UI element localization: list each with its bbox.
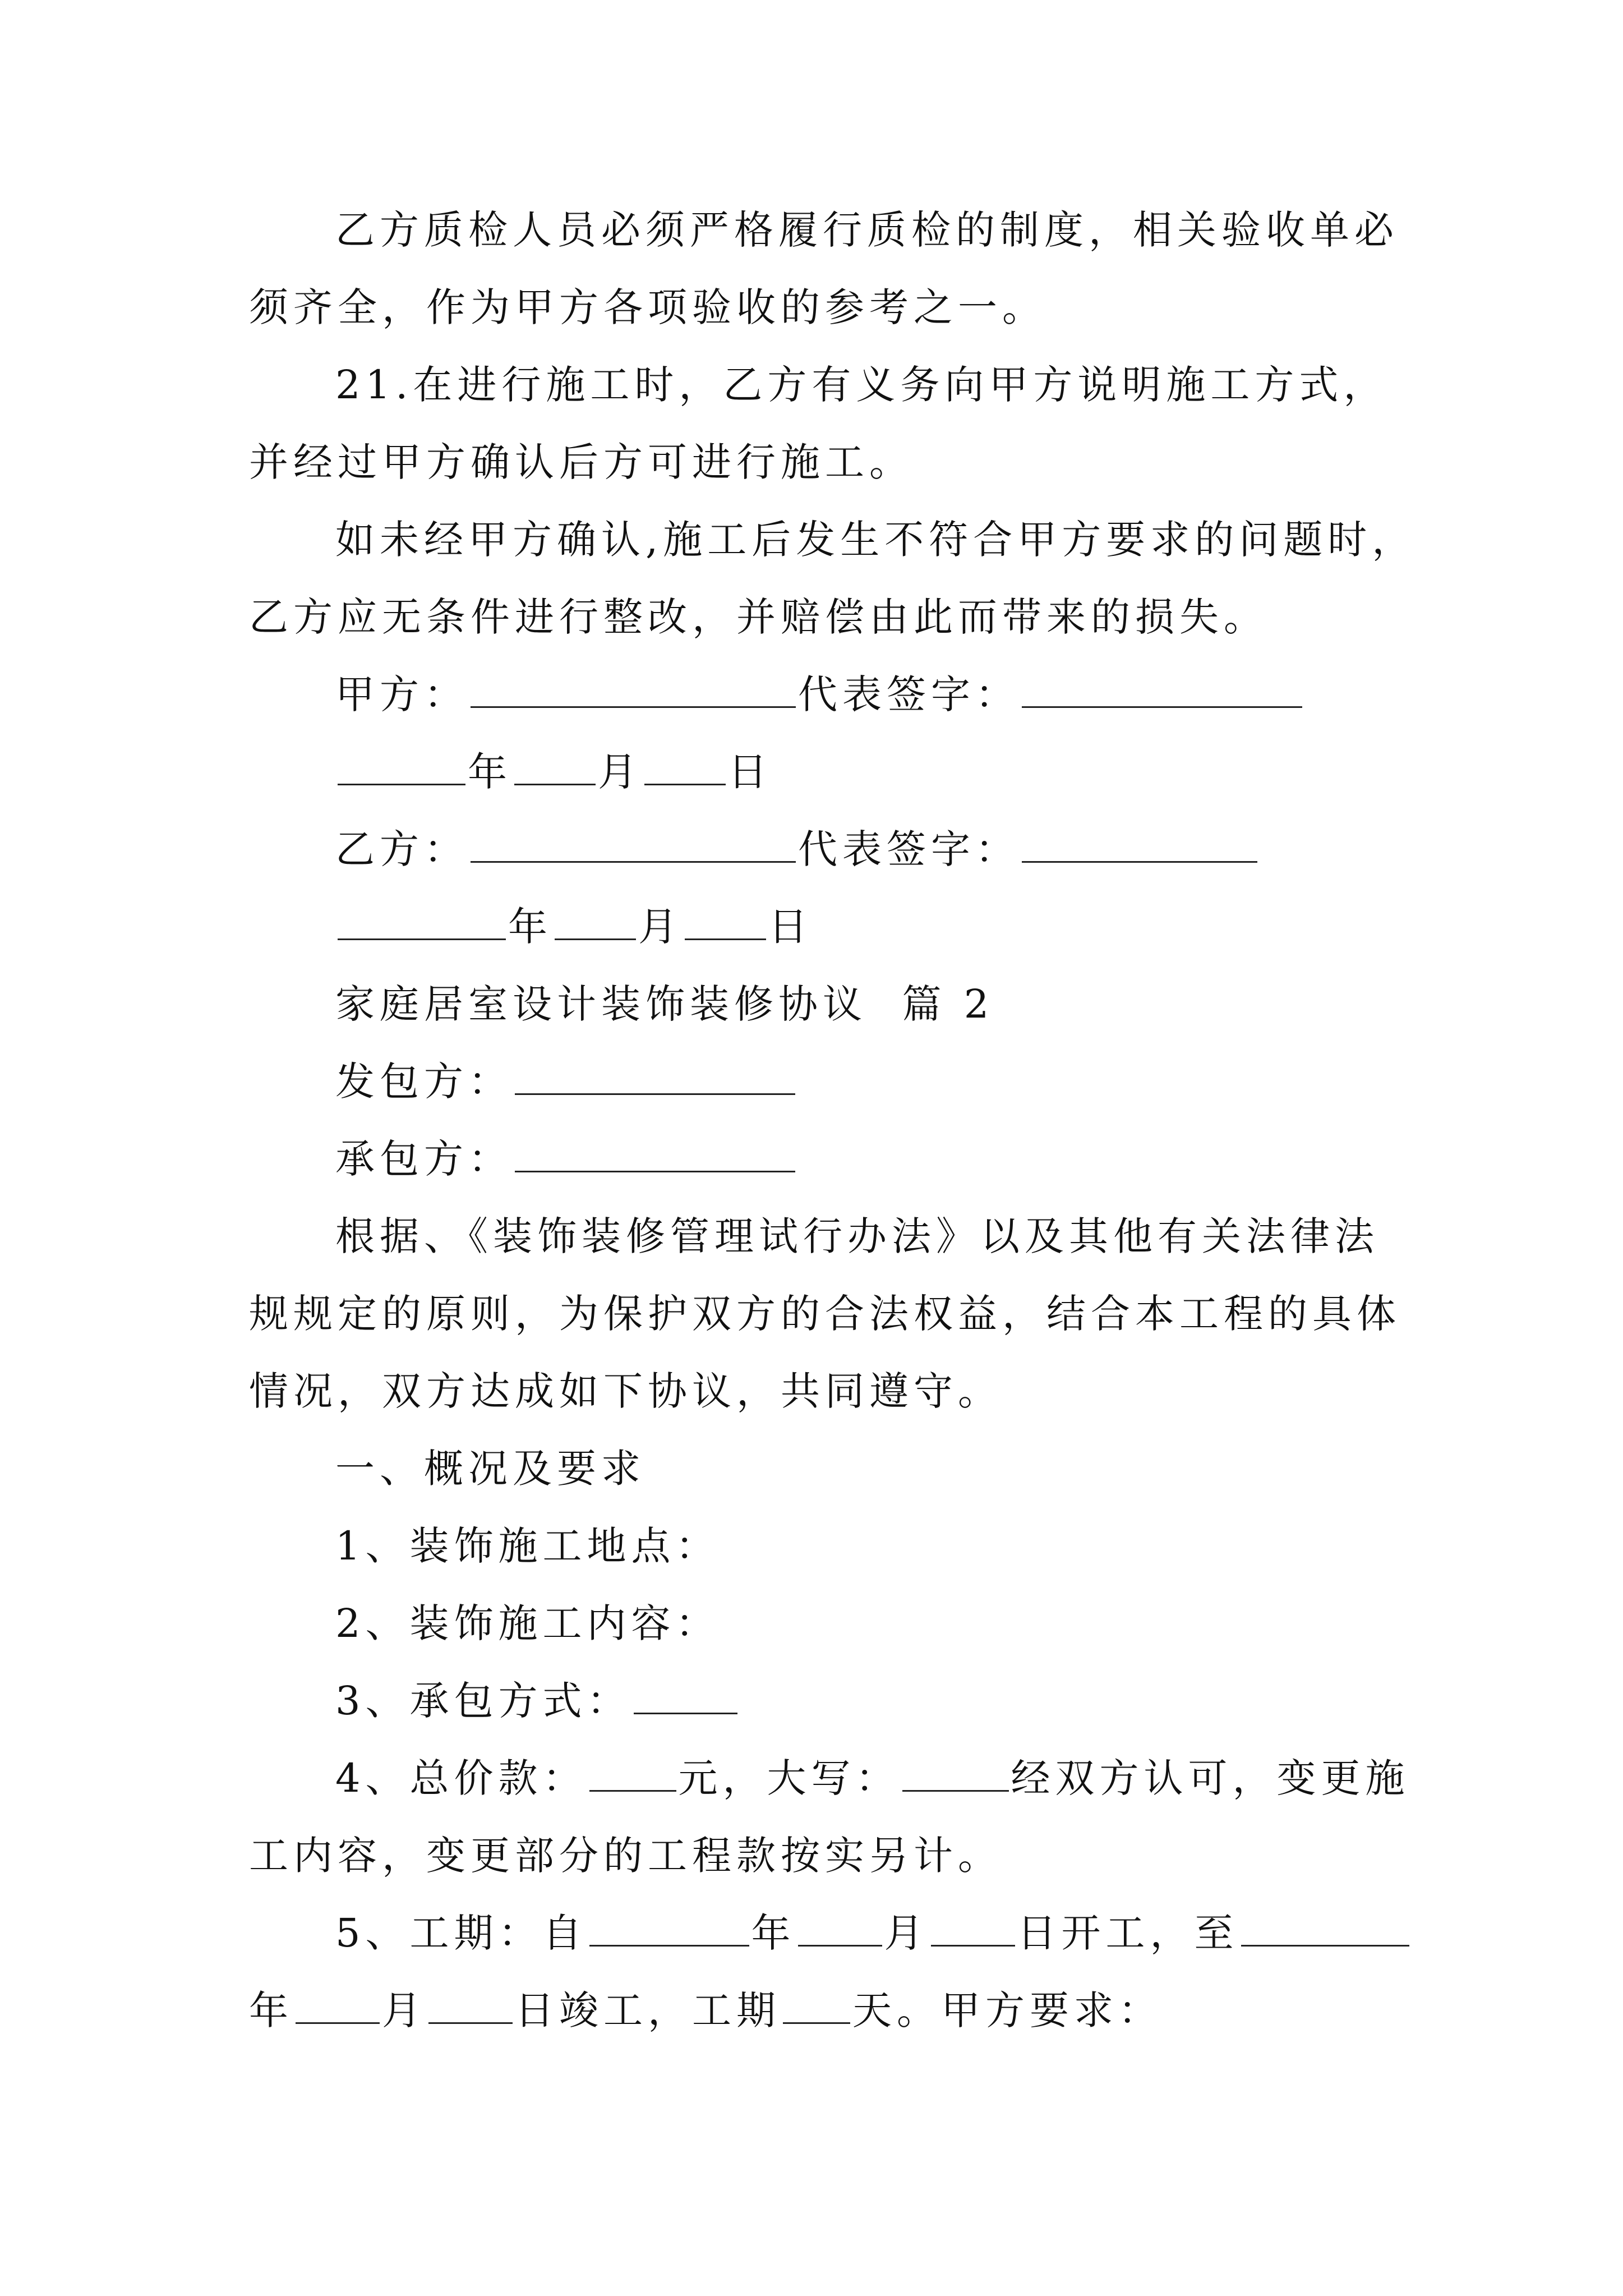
paragraph-line: 乙方应无条件进行整改，并赔偿由此而带来的损失。: [249, 594, 1268, 640]
end-year-blank[interactable]: [1241, 1909, 1409, 1947]
list-item: 1、装饰施工地点：: [335, 1523, 720, 1569]
end-label: 日竣工，工期: [515, 1987, 781, 2033]
total-price-label: 4、总价款：: [335, 1755, 587, 1801]
paragraph-line: 乙方质检人员必须严格履行质检的制度，相关验收单必: [335, 207, 1399, 253]
start-day-blank[interactable]: [931, 1909, 1015, 1947]
year-label: 年: [508, 904, 552, 950]
paragraph-line: 规规定的原则，为保护双方的合法权益，结合本工程的具体: [249, 1291, 1401, 1337]
day-blank[interactable]: [644, 748, 726, 785]
start-year-blank[interactable]: [589, 1909, 749, 1947]
contractor-label: 承包方：: [335, 1136, 513, 1182]
party-a-label: 甲方：: [335, 671, 468, 717]
day-label: 日: [768, 904, 813, 950]
list-item-contract-type: [335, 1673, 740, 1729]
party-b-date-line: [335, 899, 813, 955]
start-label: 日开工，至: [1017, 1910, 1239, 1956]
year-blank[interactable]: [338, 903, 506, 940]
list-item-total-price: [335, 1750, 1410, 1806]
month-blank[interactable]: [514, 748, 596, 785]
section-title: 家庭居室设计装饰装修协议 篇 2: [335, 981, 994, 1027]
schedule-line-2: [249, 1982, 1163, 2039]
contract-type-label: 3、承包方式：: [335, 1678, 631, 1724]
year-label: 年: [249, 1987, 293, 2033]
paragraph-line: 情况，双方达成如下协议，共同遵守。: [249, 1368, 1002, 1414]
paragraph-line: 工内容，变更部分的工程款按实另计。: [249, 1833, 1002, 1879]
contract-type-blank[interactable]: [634, 1677, 737, 1714]
list-item: 2、装饰施工内容：: [335, 1600, 720, 1646]
list-item-schedule: [335, 1905, 1412, 1961]
rep-sign-label: 代表签字：: [798, 671, 1020, 717]
month-label: 月: [884, 1910, 929, 1956]
section-heading: 一、概况及要求: [335, 1446, 645, 1492]
party-b-name-blank[interactable]: [471, 825, 796, 863]
month-label: 月: [598, 749, 642, 795]
total-price-note: 经双方认可，变更施: [1011, 1755, 1410, 1801]
total-price-blank[interactable]: [589, 1754, 676, 1792]
party-b-label: 乙方：: [335, 826, 468, 872]
paragraph-line: 根据、《装饰装修管理试行办法》以及其他有关法律法: [335, 1213, 1379, 1259]
rep-sign-label: 代表签字：: [798, 826, 1020, 872]
party-b-rep-sign-blank[interactable]: [1022, 825, 1257, 863]
year-label: 年: [751, 1910, 796, 1956]
party-b-signature-line: [335, 821, 1260, 877]
day-blank[interactable]: [685, 903, 766, 940]
employer-line: [335, 1053, 797, 1110]
year-label: 年: [468, 749, 512, 795]
schedule-label: 5、工期：自: [335, 1910, 587, 1956]
party-a-rep-sign-blank[interactable]: [1022, 670, 1302, 708]
days-label: 天。甲方要求：: [852, 1987, 1163, 2033]
paragraph-line: 21.在进行施工时，乙方有义务向甲方说明施工方式，: [335, 362, 1388, 408]
uppercase-amount-blank[interactable]: [902, 1754, 1009, 1792]
contractor-blank[interactable]: [515, 1135, 795, 1172]
party-a-name-blank[interactable]: [471, 670, 796, 708]
paragraph-line: 并经过甲方确认后方可进行施工。: [249, 439, 914, 485]
month-label: 月: [382, 1987, 426, 2033]
party-a-signature-line: [335, 666, 1304, 723]
month-blank[interactable]: [555, 903, 636, 940]
start-month-blank[interactable]: [798, 1909, 882, 1947]
employer-label: 发包方：: [335, 1059, 513, 1105]
end-month-blank[interactable]: [296, 1986, 380, 2024]
duration-days-blank[interactable]: [783, 1986, 850, 2024]
year-blank[interactable]: [338, 748, 465, 785]
paragraph-line: 如未经甲方确认,施工后发生不符合甲方要求的问题时，: [335, 517, 1417, 563]
employer-blank[interactable]: [515, 1057, 795, 1095]
day-label: 日: [728, 749, 772, 795]
end-day-blank[interactable]: [428, 1986, 513, 2024]
contractor-line: [335, 1131, 797, 1187]
uppercase-label: 元，大写：: [678, 1755, 900, 1801]
paragraph-line: 须齐全，作为甲方各项验收的参考之一。: [249, 284, 1046, 330]
party-a-date-line: [335, 744, 772, 800]
month-label: 月: [638, 904, 683, 950]
